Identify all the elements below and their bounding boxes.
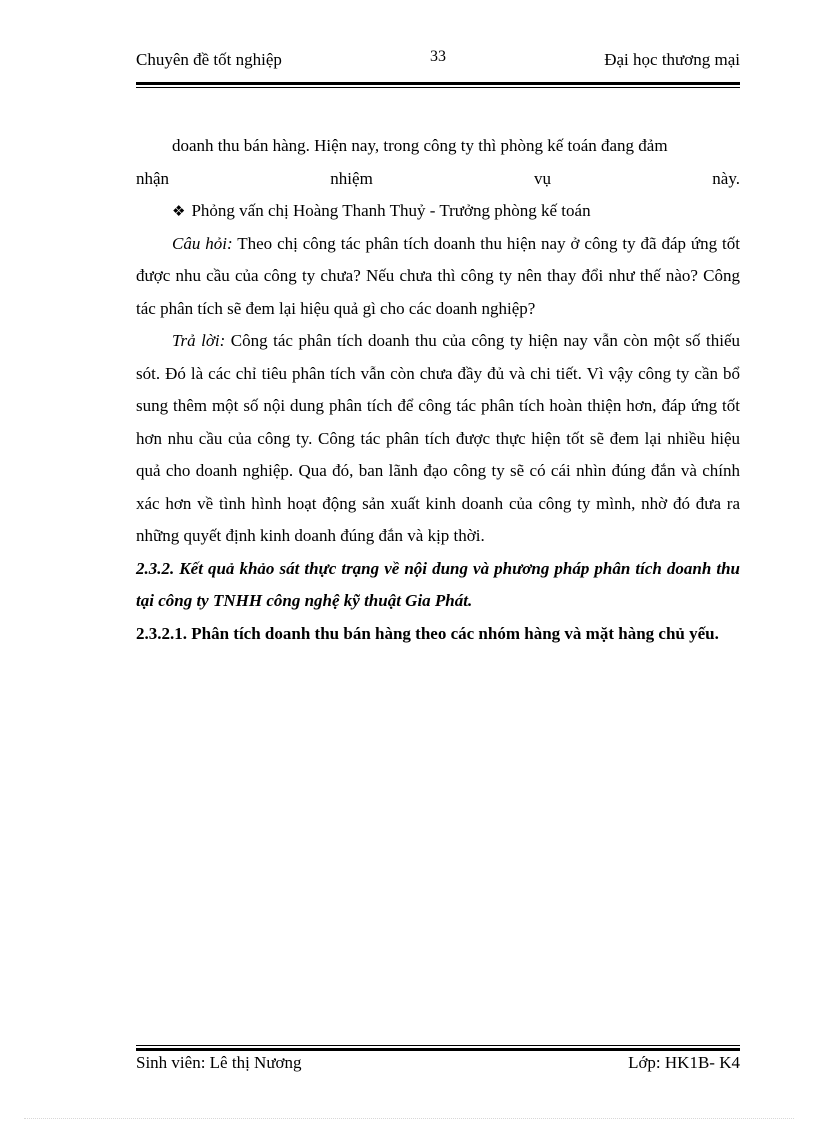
paragraph-line: nhận nhiệm vụ này.: [136, 168, 740, 188]
header-rule-thick: [136, 82, 740, 85]
answer-text: Công tác phân tích doanh thu của công ty hiện nay vẫn còn một số thiếu sót. Đó là các chỉ tiêu phân tích vẫn còn chưa đầy đủ và chi tiết. Vì vậy công ty cần bổ sung thêm một số nội dung phân tích để công tác phân tích hoàn thiện hơn, đáp ứng tốt hơn nhu cầu của công ty. Công tác phân tích được thực hiện tốt sẽ đem lại nhiều hiệu quả cho doanh nghiệp. Qua đó, ban lãnh đạo công ty sẽ có cái nhìn đúng đắn và chính xác hơn về tình hình hoạt động sản xuất kinh doanh của công ty mình, nhờ đó đưa ra những quyết định kinh doanh đúng đắn và kịp thời.: [136, 331, 741, 545]
question-text: Theo chị công tác phân tích doanh thu hiện nay ở công ty đã đáp ứng tốt được nhu cầu của công ty chưa? Nếu chưa thì công ty nên thay đổi như thế nào? Công tác phân tích sẽ đem lại hiệu quả gì cho các doanh nghiệp?: [136, 233, 740, 318]
footer-rule-thin: [136, 1045, 740, 1046]
page-body: [136, 130, 740, 650]
question-paragraph: [136, 228, 740, 326]
question-label: Câu hỏi:: [172, 233, 233, 253]
footer-student: Sinh viên: Lê thị Nương: [136, 1053, 302, 1072]
header-university: Đại học thương mại: [604, 50, 740, 69]
diamond-bullet-icon: ❖: [172, 202, 186, 220]
page-header: [136, 48, 740, 74]
answer-paragraph: [136, 325, 740, 553]
page-footer: [136, 1053, 740, 1079]
header-title: Chuyên đề tốt nghiệp: [136, 50, 282, 69]
footer-rule-thick: [136, 1048, 740, 1051]
interview-item: [136, 195, 740, 228]
page-number: 33: [430, 48, 446, 65]
answer-label: Trả lời:: [172, 331, 226, 350]
paragraph-line: doanh thu bán hàng. Hiện nay, trong công ty thì phòng kế toán đang đảm: [172, 136, 668, 155]
footer-class: Lớp: HK1B- K4: [628, 1053, 740, 1072]
section-heading: 2.3.2. Kết quả khảo sát thực trạng về nội dung và phương pháp phân tích doanh thu tại công ty TNHH công nghệ kỹ thuật Gia Phát.: [136, 558, 740, 610]
subsection-heading: 2.3.2.1. Phân tích doanh thu bán hàng theo các nhóm hàng và mặt hàng chủ yếu.: [136, 623, 719, 643]
interview-label: Phỏng vấn chị Hoàng Thanh Thuỷ - Trưởng phòng kế toán: [191, 201, 591, 220]
page-edge-dots: [24, 1118, 794, 1119]
header-rule-thin: [136, 87, 740, 88]
